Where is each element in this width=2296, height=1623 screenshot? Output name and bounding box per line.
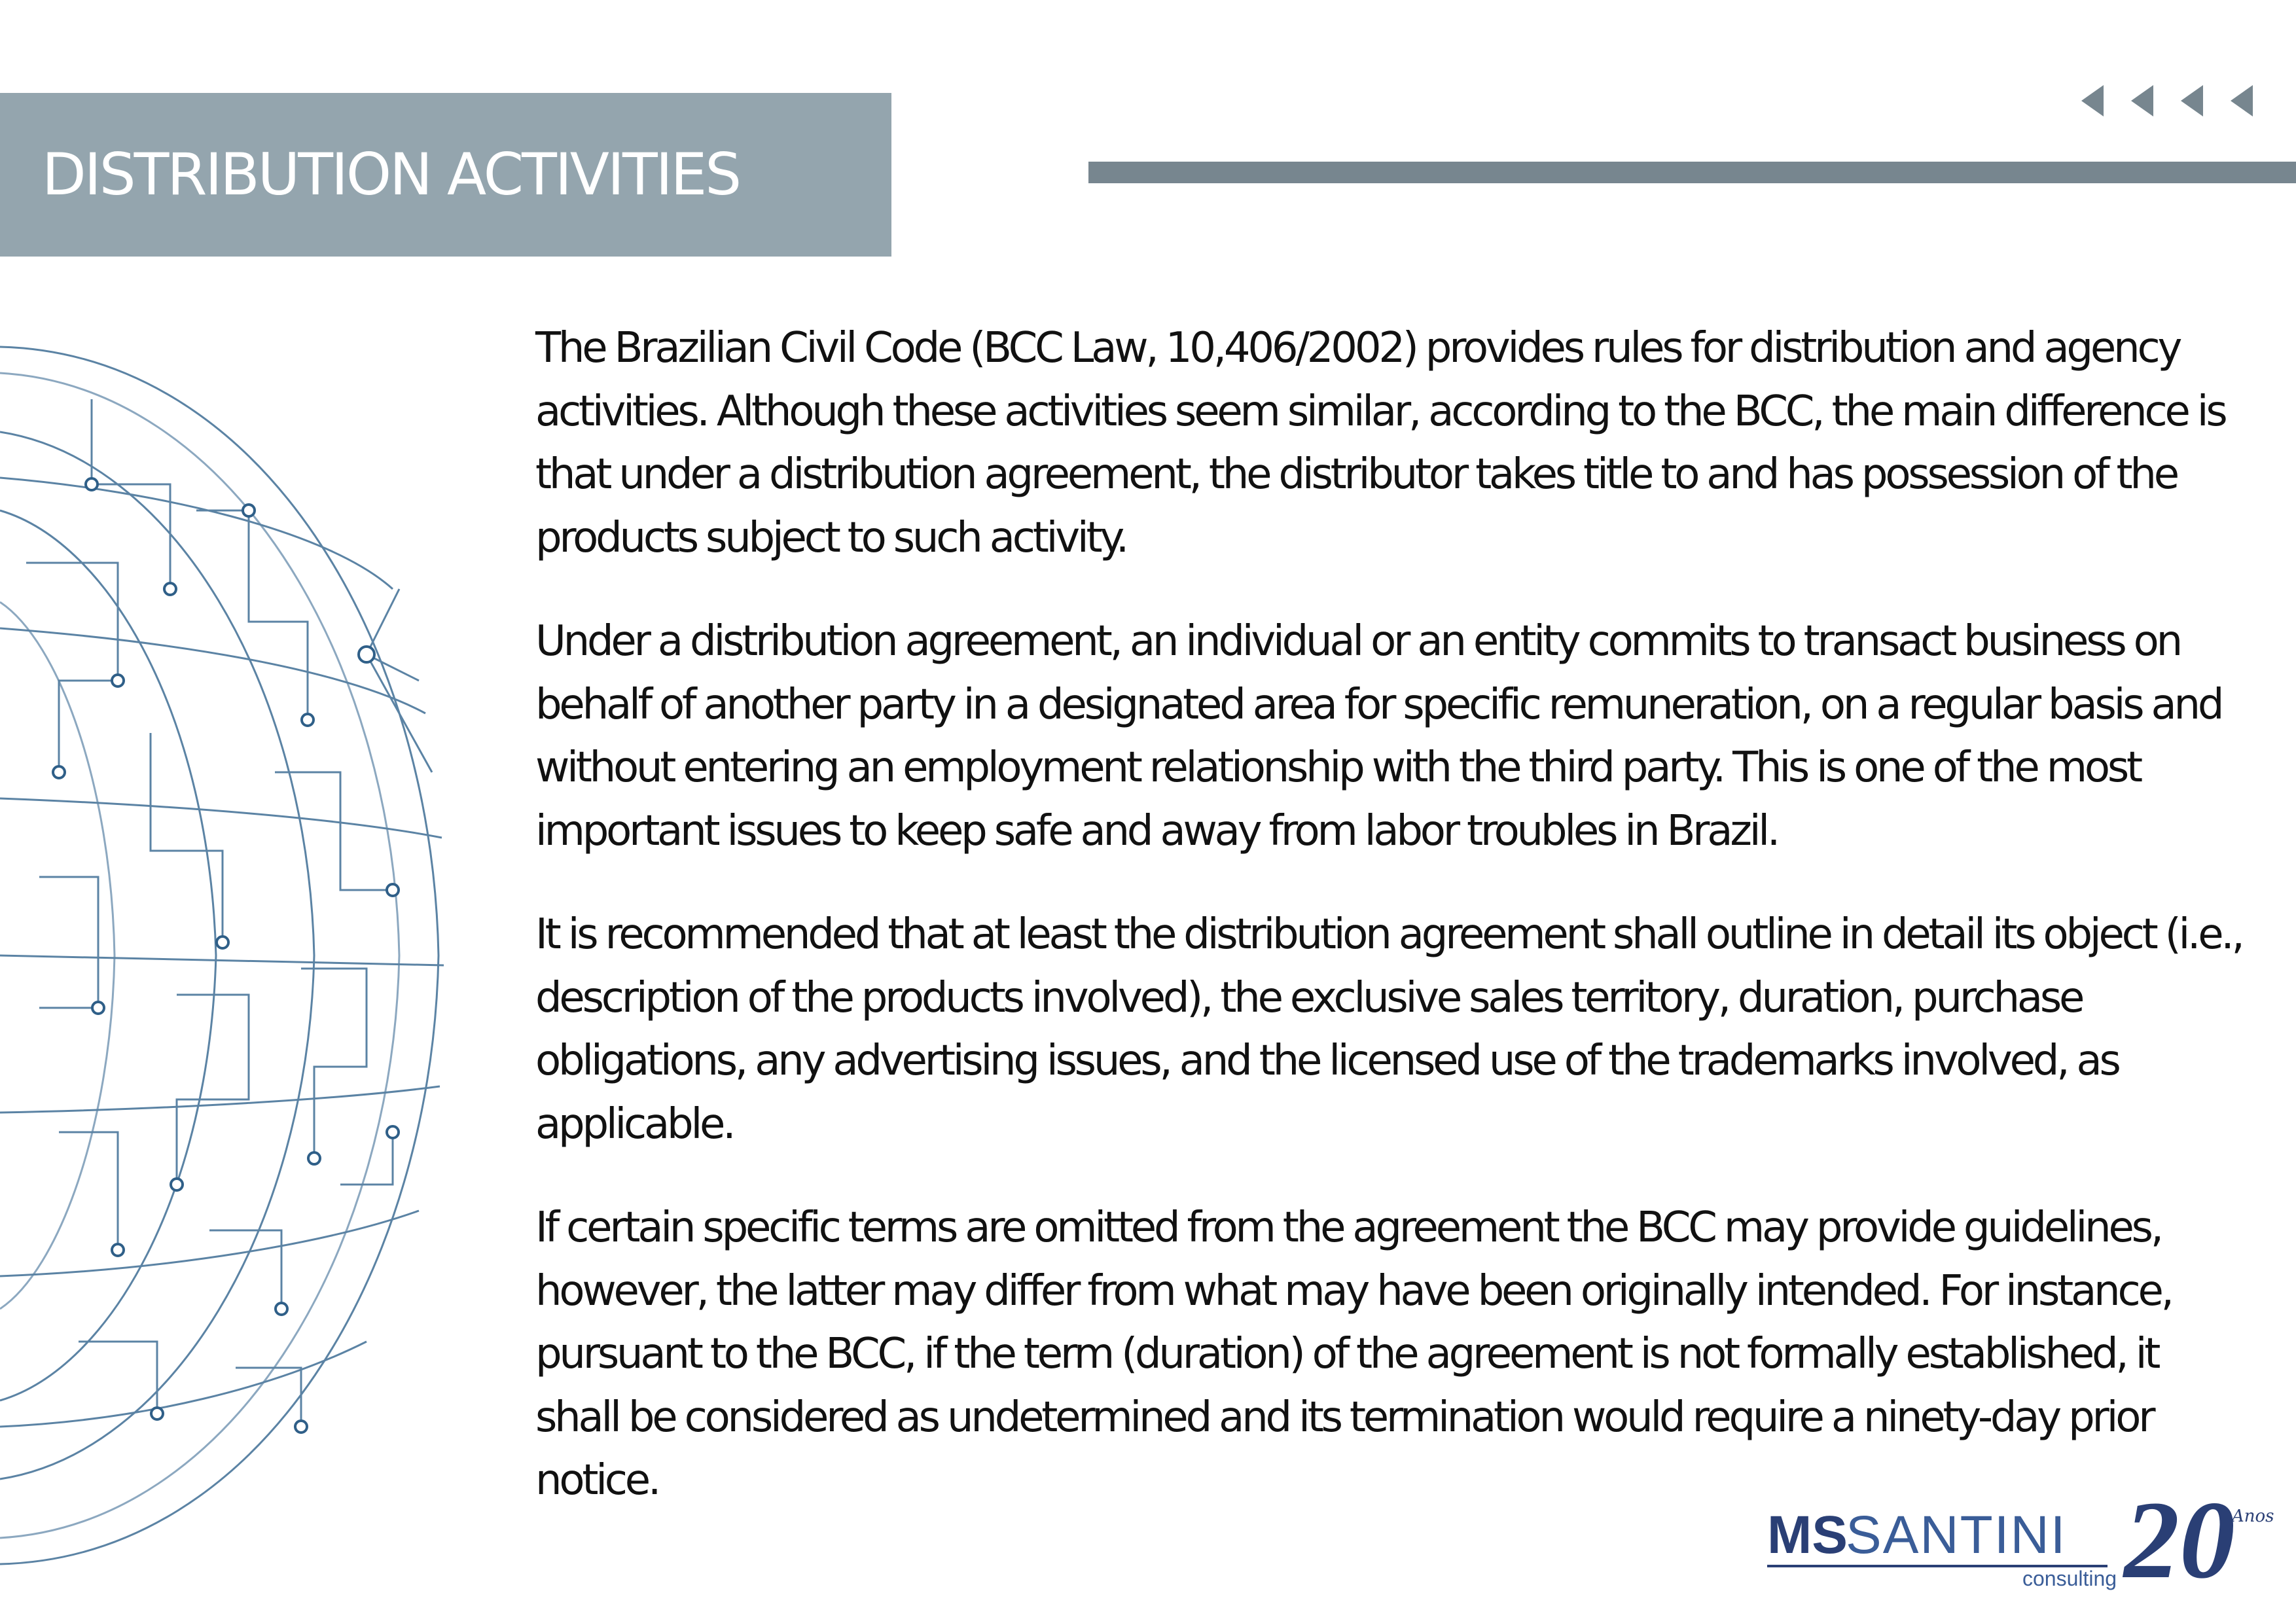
nav-arrows [2081,84,2258,118]
logo-anniversary-number: 20 [2124,1478,2235,1594]
logo-santini: SANTINI [1846,1505,2067,1565]
logo-anos: Anos [2232,1507,2274,1526]
title-band [0,93,891,257]
triangle-left-icon [2131,85,2153,116]
triangle-left-icon [2231,85,2253,116]
paragraph: If certain specific terms are omitted from the agreement the BCC may provide guidelines, however, the latter may differ from what may have been originally intended. For instance, pursuant to the BCC, if the term (duration) of the agreement is not formally established, it shall be considered as undetermined and its termination would require a ninety-day prior notice. [535,1204,2172,1505]
header-rule [1088,162,2296,183]
paragraph: The Brazilian Civil Code (BCC Law, 10,406/2002) provides rules for distribution and agency activities. Although these activities seem similar, according to the BCC, the main difference is that under a distribution agreement, the distributor takes title to and has possession of the products subject to such activity. [535,324,2225,562]
ms-santini-logo [1767,1476,2284,1594]
circuit-globe-illustration [0,314,471,1590]
page-title: DISTRIBUTION ACTIVITIES [42,141,740,208]
logo-ms: MS [1767,1505,1848,1565]
triangle-left-icon [2081,85,2104,116]
triangle-left-icon [2181,85,2203,116]
paragraph: Under a distribution agreement, an individual or an entity commits to transact business on behalf of another party in a designated area for specific remuneration, on a regular basis and without entering an employment relationship with the third party. This is one of the most important issues to keep safe and away from labor troubles in Brazil. [535,617,2222,855]
body-text [535,317,2276,1553]
paragraph: It is recommended that at least the distribution agreement shall outline in detail its object (i.e., description of the products involved), the exclusive sales territory, duration, purchase obligations, any advertising issues, and the licensed use of the trademarks involved, as applicable. [535,910,2242,1149]
logo-consulting: consulting [2022,1567,2117,1590]
